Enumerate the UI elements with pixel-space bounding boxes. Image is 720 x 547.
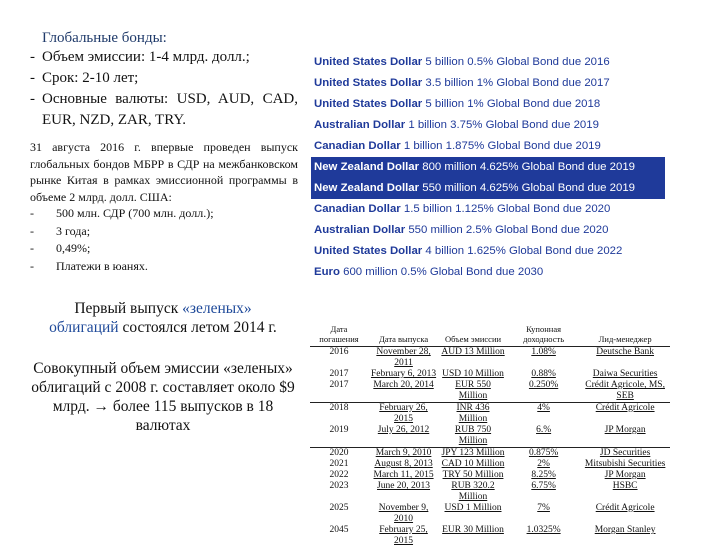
cell-text: February 25, 2015 [379,525,428,546]
cell-text: 6.% [536,425,551,435]
left-column [28,30,298,435]
bullet-dash: - [30,68,42,89]
cell-text: Crédit Agricole, MS, SEB [585,380,665,401]
bullet-item [28,89,298,131]
table-row [310,425,670,448]
cell-text: 6.75% [531,481,556,491]
cell-text: Crédit Agricole [596,503,655,513]
bullet-dash: - [30,258,56,276]
table-cell [439,459,507,470]
table-cell [507,403,580,426]
bond-item [314,94,665,115]
green-bonds-note [28,299,298,337]
table-cell [580,403,670,426]
bullet-text: Основные валюты: USD, AUD, CAD, EUR, NZD, ZAR, TRY. [42,89,298,131]
table-cell [580,448,670,460]
cell-text: Daiwa Securities [593,369,658,379]
cell-text: JP Morgan [605,425,646,435]
cell-text: USD 1 Million [445,503,502,513]
table-cell [439,425,507,448]
cell-text: August 8, 2013 [374,459,432,469]
sub-bullet-text: 0,49%; [56,240,90,258]
cell-text: 2017 [329,369,348,379]
bond-item [311,157,665,178]
bond-item [314,220,665,241]
table-row [310,525,670,547]
cell-text: JD Securities [600,448,650,458]
bond-currency: Euro [314,266,340,278]
table-cell [310,380,368,403]
cell-text: February 6, 2013 [371,369,436,379]
table-row [310,459,670,470]
cell-text: 8.25% [531,470,556,480]
bond-details: 5 billion 0.5% Global Bond due 2016 [422,56,609,68]
table-cell [310,425,368,448]
cell-text: 0.250% [529,380,558,390]
bond-currency: United States Dollar [314,77,422,89]
global-bond-list [314,52,665,283]
column-header: Объем эмиссии [439,322,507,347]
table-cell [439,347,507,370]
table-cell [507,380,580,403]
cell-text: 2023 [329,481,348,491]
sub-bullet-item [30,223,298,241]
bond-currency: United States Dollar [314,56,422,68]
cell-text: HSBC [613,481,638,491]
table-row [310,403,670,426]
bond-currency: New Zealand Dollar [314,161,419,173]
table-cell [368,403,439,426]
table-cell [439,481,507,503]
table-cell [368,481,439,503]
cell-text: 2022 [329,470,348,480]
table-cell [368,347,439,370]
table-cell [507,448,580,460]
cell-text: 2% [537,459,550,469]
bond-currency: Canadian Dollar [314,140,401,152]
cell-text: AUD 13 Million [441,347,504,357]
table-cell [580,425,670,448]
sub-bullet-item [30,240,298,258]
table-cell [368,425,439,448]
bond-currency: United States Dollar [314,98,422,110]
table-cell [368,380,439,403]
bond-item [314,52,665,73]
cell-text: CAD 10 Million [442,459,505,469]
cell-text: March 9, 2010 [376,448,432,458]
green-bonds-table [310,322,670,547]
cell-text: USD 10 Million [442,369,504,379]
table-cell [507,347,580,370]
bullet-list [28,47,298,131]
table-cell [310,347,368,370]
table-cell [580,459,670,470]
bond-currency: Australian Dollar [314,224,405,236]
cell-text: 2045 [329,525,348,535]
sub-bullet-item [30,258,298,276]
table-cell [310,503,368,525]
sub-bullet-text: 500 млн. СДР (700 млн. долл.); [56,205,214,223]
table-row [310,481,670,503]
column-header: Купонная доходность [507,322,580,347]
cell-text: Deutsche Bank [596,347,654,357]
table-cell [368,470,439,481]
table-cell [439,525,507,547]
section-title: Глобальные бонды: [42,30,298,47]
table-body [310,347,670,547]
table-cell [368,448,439,460]
table-cell [580,470,670,481]
table-row [310,347,670,370]
cell-text: July 26, 2012 [378,425,429,435]
cell-text: 7% [537,503,550,513]
table-cell [310,369,368,380]
table-cell [580,369,670,380]
table-cell [439,448,507,460]
table-row [310,380,670,403]
bullet-dash: - [30,89,42,131]
cell-text: EUR 550 Million [455,380,491,401]
bond-item [314,199,665,220]
bullet-dash: - [30,47,42,68]
bond-details: 600 million 0.5% Global Bond due 2030 [340,266,543,278]
cell-text: March 11, 2015 [374,470,434,480]
table-cell [507,425,580,448]
bond-details: 1 billion 3.75% Global Bond due 2019 [405,119,599,131]
table-cell [580,525,670,547]
bond-details: 1 billion 1.875% Global Bond due 2019 [401,140,601,152]
table-cell [310,525,368,547]
bullet-item [28,47,298,68]
cell-text: 2016 [329,347,348,357]
table-cell [507,369,580,380]
column-header: Лид-менеджер [580,322,670,347]
bonds-highlight: облигаций [49,319,118,336]
bond-currency: New Zealand Dollar [314,182,419,194]
table-cell [310,448,368,460]
table-cell [310,403,368,426]
table-cell [368,459,439,470]
table-cell [368,503,439,525]
cell-text: 0.875% [529,448,558,458]
bond-item [314,115,665,136]
cell-text: November 28, 2011 [376,347,430,368]
bond-details: 550 million 4.625% Global Bond due 2019 [419,182,635,194]
bond-currency: United States Dollar [314,245,422,257]
cell-text: JP Morgan [605,470,646,480]
bond-item [311,178,665,199]
cell-text: TRY 50 Million [443,470,504,480]
bullet-dash: - [30,223,56,241]
bond-details: 3.5 billion 1% Global Bond due 2017 [422,77,609,89]
sub-bullet-item [30,205,298,223]
bond-details: 550 million 2.5% Global Bond due 2020 [405,224,608,236]
table-cell [580,347,670,370]
bond-details: 5 billion 1% Global Bond due 2018 [422,98,600,110]
cell-text: February 26, 2015 [379,403,428,424]
bullet-dash: - [30,205,56,223]
bullet-text: Срок: 2-10 лет; [42,68,298,89]
bond-item [314,73,665,94]
table-cell [507,503,580,525]
cell-text: June 20, 2013 [377,481,430,491]
table-row [310,369,670,380]
column-header: Дата погашения [310,322,368,347]
table-header-row [310,322,670,347]
cell-text: 2020 [329,448,348,458]
cell-text: 2021 [329,459,348,469]
cell-text: Mitsubishi Securities [585,459,666,469]
green-note-tail: состоялся летом 2014 г. [119,319,277,336]
green-highlight: «зеленых» [182,300,252,317]
bond-details: 4 billion 1.625% Global Bond due 2022 [422,245,622,257]
column-header: Дата выпуска [368,322,439,347]
bullet-text: Объем эмиссии: 1-4 млрд. долл.; [42,47,298,68]
bond-item [314,241,665,262]
sub-bullet-list [28,205,298,275]
bond-item [314,136,665,157]
cell-text: INR 436 Million [457,403,490,424]
cell-text: 1.08% [531,347,556,357]
table-cell [507,459,580,470]
bond-item [314,262,665,283]
table-cell [310,470,368,481]
green-note-text: Первый выпуск [74,300,182,317]
cell-text: Crédit Agricole [596,403,655,413]
table-cell [439,403,507,426]
sdr-paragraph: 31 августа 2016 г. впервые проведен выпуск глобальных бондов МБРР в СДР на межбанковском рынке Китая в рамках эмиссионной программы в объеме 2 млрд. долл. США: [30,139,298,205]
table-cell [439,380,507,403]
cell-text: 2019 [329,425,348,435]
table-cell [439,369,507,380]
cell-text: 0.88% [531,369,556,379]
cell-text: RUB 750 Million [455,425,491,446]
bullet-item [28,68,298,89]
cell-text: 4% [537,403,550,413]
cell-text: 1.0325% [527,525,561,535]
bond-details: 800 million 4.625% Global Bond due 2019 [419,161,635,173]
cell-text: 2018 [329,403,348,413]
table-cell [580,380,670,403]
table-cell [439,503,507,525]
cell-text: March 20, 2014 [373,380,433,390]
cell-text: EUR 30 Million [442,525,504,535]
bullet-dash: - [30,240,56,258]
cell-text: 2025 [329,503,348,513]
table-row [310,503,670,525]
sub-bullet-text: Платежи в юанях. [56,258,148,276]
table-cell [368,525,439,547]
cell-text: 2017 [329,380,348,390]
cell-text: RUB 320.2 Million [451,481,494,502]
table-cell [507,525,580,547]
table-cell [580,503,670,525]
bond-details: 1.5 billion 1.125% Global Bond due 2020 [401,203,611,215]
table-cell [368,369,439,380]
table-cell [439,470,507,481]
cell-text: JPY 123 Million [442,448,505,458]
bond-currency: Australian Dollar [314,119,405,131]
table-row [310,448,670,460]
table-cell [507,470,580,481]
table-row [310,470,670,481]
green-bonds-total: Совокупный объем эмиссии «зеленых» облигаций с 2008 г. составляет около $9 млрд. → более 115 выпусков в 18 валютах [28,359,298,435]
table-cell [310,481,368,503]
table-cell [580,481,670,503]
bond-currency: Canadian Dollar [314,203,401,215]
cell-text: Morgan Stanley [595,525,656,535]
table-cell [507,481,580,503]
table-cell [310,459,368,470]
sub-bullet-text: 3 года; [56,223,90,241]
cell-text: November 9, 2010 [379,503,429,524]
